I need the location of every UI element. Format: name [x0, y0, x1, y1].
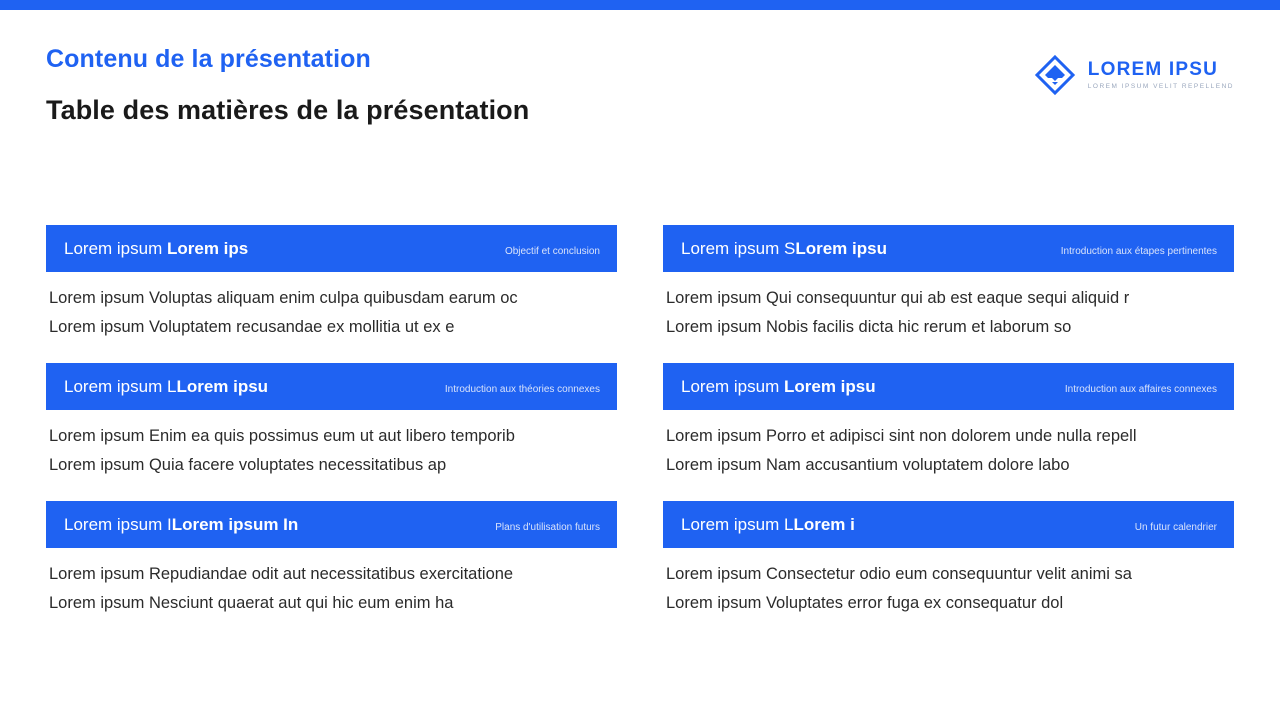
toc-item-bar[interactable] [663, 363, 1234, 410]
toc-item-note: Un futur calendrier [1134, 521, 1217, 533]
toc-item-body [663, 422, 1234, 480]
toc-item-note: Objectif et conclusion [504, 245, 600, 257]
top-accent-bar [0, 0, 1280, 10]
toc-item-heading: Lorem ipsum ILorem ipsum In [64, 514, 299, 534]
toc-item-body-line: Lorem ipsum Nesciunt quaerat aut qui hic eum enim ha [49, 594, 454, 613]
toc-item-body-line: Lorem ipsum Voluptas aliquam enim culpa quibusdam earum oc [49, 289, 518, 307]
toc-item-body-line: Lorem ipsum Nam accusantium voluptatem dolore labo [666, 456, 1070, 475]
toc-item-bar[interactable] [46, 501, 617, 548]
toc-item-bar[interactable] [46, 363, 617, 410]
toc-item-heading: Lorem ipsum LLorem i [681, 514, 855, 534]
toc-item-heading: Lorem ipsum SLorem ipsu [681, 238, 887, 258]
page-title: Table des matières de la présentation [46, 95, 530, 125]
toc-item-body [46, 284, 617, 342]
toc-item-heading: Lorem ipsum Lorem ips [64, 238, 249, 258]
toc-item-body [46, 560, 617, 618]
toc-item [46, 225, 617, 342]
toc-item-note: Introduction aux théories connexes [444, 383, 600, 395]
toc-item [663, 225, 1234, 342]
toc-item-body-line: Lorem ipsum Quia facere voluptates necessitatibus ap [49, 456, 447, 475]
toc-item-body-line: Lorem ipsum Nobis facilis dicta hic rerum et laborum so [666, 318, 1072, 337]
toc-item-body-line: Lorem ipsum Voluptates error fuga ex consequatur dol [666, 594, 1064, 613]
toc-item-heading: Lorem ipsum LLorem ipsu [64, 376, 269, 396]
toc-grid [46, 225, 1234, 618]
toc-item-body [46, 422, 617, 480]
toc-item [46, 363, 617, 480]
toc-item-note: Introduction aux étapes pertinentes [1060, 245, 1217, 257]
toc-item [663, 363, 1234, 480]
toc-item-body [663, 560, 1234, 618]
toc-item-body [663, 284, 1234, 342]
toc-item-body-line: Lorem ipsum Voluptatem recusandae ex mollitia ut ex e [49, 318, 455, 337]
toc-item-body-line: Lorem ipsum Qui consequuntur qui ab est eaque sequi aliquid r [666, 289, 1130, 307]
toc-item-note: Introduction aux affaires connexes [1064, 383, 1217, 395]
toc-item-bar[interactable] [46, 225, 617, 272]
toc-item-note: Plans d'utilisation futurs [495, 521, 600, 533]
logo-name: LOREM IPSU [1087, 58, 1219, 80]
diamond-logo-icon [1034, 54, 1076, 96]
toc-item-heading: Lorem ipsum Lorem ipsu [681, 376, 876, 396]
toc-item-bar[interactable] [663, 225, 1234, 272]
logo-tagline: LOREM IPSUM VELIT REPELLEND [1087, 83, 1234, 91]
toc-item-body-line: Lorem ipsum Consectetur odio eum consequuntur velit animi sa [666, 565, 1132, 584]
toc-item [46, 501, 617, 618]
logo-text [1088, 60, 1234, 91]
toc-item-bar[interactable] [663, 501, 1234, 548]
slide-header [46, 44, 1046, 126]
toc-item-body-line: Lorem ipsum Porro et adipisci sint non dolorem unde nulla repell [666, 427, 1137, 446]
slide-eyebrow: Contenu de la présentation [46, 45, 371, 73]
toc-item-body-line: Lorem ipsum Enim ea quis possimus eum ut aut libero temporib [49, 427, 515, 446]
toc-item [663, 501, 1234, 618]
toc-item-body-line: Lorem ipsum Repudiandae odit aut necessitatibus exercitatione [49, 565, 514, 584]
logo [1034, 54, 1234, 96]
